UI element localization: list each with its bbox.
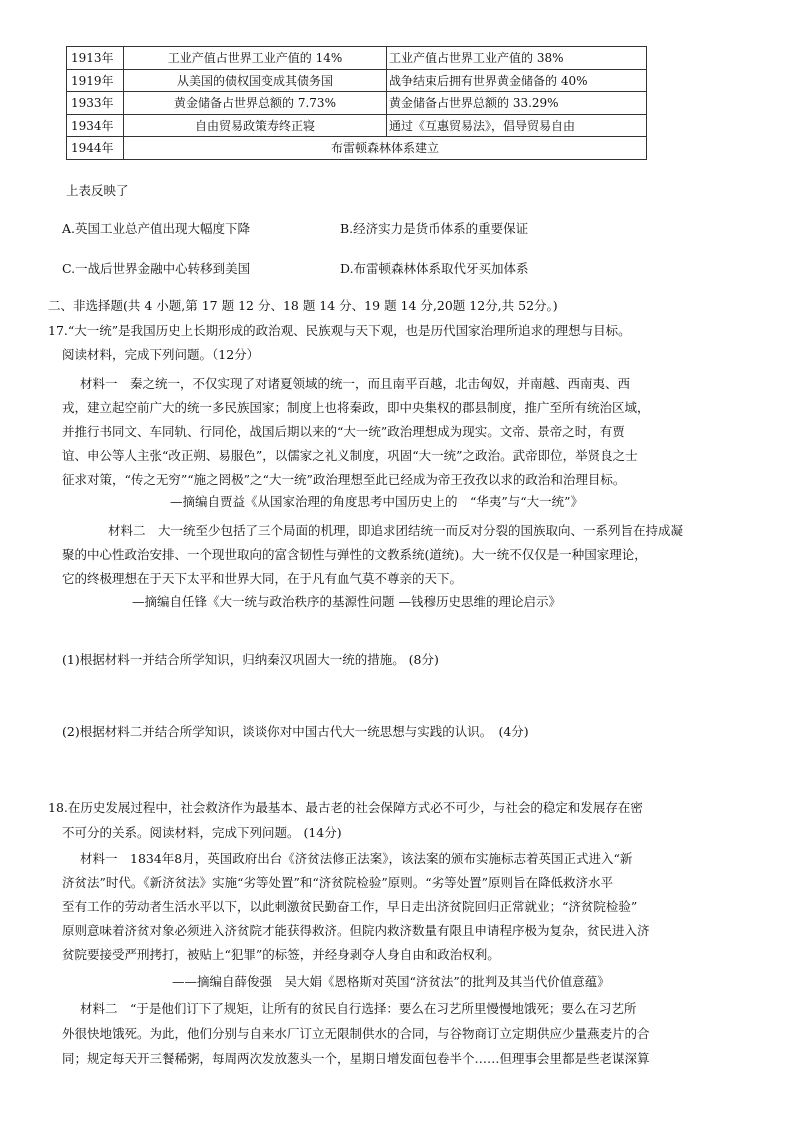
usa-cell: 黄金储备占世界总额的 33.29% <box>387 92 647 115</box>
q17-material2-line: 它的终极理想在于天下太平和世界大同，在于凡有血气莫不尊亲的天下。 <box>62 571 463 586</box>
table-row <box>67 92 647 115</box>
table-row <box>67 47 647 70</box>
table-row <box>67 137 647 160</box>
britain-cell: 从美国的债权国变成其债务国 <box>124 69 387 92</box>
year-cell: 1934年 <box>67 114 124 137</box>
q18-material1-line: 贫院要接受严刑拷打，被贴上“犯罪”的标签，并经身剥夺人身自由和政治权利。 <box>62 947 500 962</box>
q17-intro-cont: 阅读材料，完成下列问题。（12分） <box>62 347 260 362</box>
q18-material2-line: 外很快地饿死。为此，他们分别与自来水厂订立无限制供水的合同，与谷物商订立定期供应少量燕麦片的合 <box>62 1026 650 1041</box>
usa-cell: 战争结束后拥有世界黄金储备的 40% <box>387 69 647 92</box>
option-c: C.一战后世界金融中心转移到美国 <box>62 261 251 276</box>
option-a: A.英国工业总产值出现大幅度下降 <box>62 221 251 236</box>
q17-material2-line: 材料二 大一统至少包括了三个局面的机理，即追求团结统一而反对分裂的国族取向、一系列旨在持成凝 <box>108 523 684 538</box>
year-cell: 1933年 <box>67 92 124 115</box>
usa-cell: 通过《互惠贸易法》，倡导贸易自由 <box>387 114 647 137</box>
q18-material1-source: ——摘编自薛俊强 吴大娟《恩格斯对英国“济贫法”的批判及其当代价值意蕴》 <box>172 974 610 989</box>
year-cell: 1913年 <box>67 47 124 70</box>
q17-material1-source: —摘编自贾益《从国家治理的角度思考中国历史上的 “华夷”与“大一统”》 <box>170 494 584 509</box>
q18-material1-line: 至有工作的劳动者生活水平以下，以此刺激贫民勤奋工作，早日走出济贫院回归正常就业；“济贫院检验” <box>62 899 638 914</box>
q17-material1-line: 材料一 秦之统一，不仅实现了对诸夏领域的统一，而且南平百越，北击匈奴，并南越、西南夷、西 <box>80 376 631 391</box>
q17-subquestion-2: (2)根据材料二并结合所学知识，谈谈你对中国古代大一统思想与实践的认识。 (4分) <box>62 724 529 739</box>
q17-material1-line: 征求对策，“传之无穷”“施之罔极”之“大一统”政治理想至此已经成为帝王孜孜以求的政治和治理目标。 <box>62 472 626 487</box>
q17-subquestion-1: (1)根据材料一并结合所学知识，归纳秦汉巩固大一统的措施。 (8分) <box>62 652 439 667</box>
table-row <box>67 69 647 92</box>
q18-intro: 18.在历史发展过程中，社会救济作为最基本、最古老的社会保障方式必不可少，与社会的稳定和发展存在密 <box>48 800 643 815</box>
year-cell: 1944年 <box>67 137 124 160</box>
q18-material1-line: 材料一 1834年8月，英国政府出台《济贫法修正法案》，该法案的颁布实施标志着英国正式进入“新 <box>80 851 633 866</box>
q17-material1-line: 并推行书同文、车同轨、行同伦，战国后期以来的“大一统”政治理想成为现实。文帝、景帝之时，有贾 <box>62 424 625 439</box>
britain-cell: 黄金储备占世界总额的 7.73% <box>124 92 387 115</box>
q17-intro: 17.“大一统”是我国历史上长期形成的政治观、民族观与天下观，也是历代国家治理所追求的理想与目标。 <box>48 323 631 338</box>
q17-material1-line: 谊、申公等人主张“改正朔、易服色”，以儒家之礼义制度，巩固“大一统”之政治。武帝即位，举贤良之士 <box>62 448 638 463</box>
q18-material1-line: 济贫法”时代。《新济贫法》实施“劣等处置”和“济贫院检验”原则。“劣等处置”原则旨在降低救济水平 <box>62 875 613 890</box>
q18-material2-line: 材料二 “于是他们订下了规矩，让所有的贫民自行选择：要么在习艺所里慢慢地饿死；要么在习艺所 <box>80 1001 637 1016</box>
britain-cell: 工业产值占世界工业产值的 14% <box>124 47 387 70</box>
q18-material2-line: 同；规定每天开三餐稀粥，每周两次发放葱头一个，星期日增发面包卷半个……但理事会里都是些老谋深算 <box>62 1051 650 1066</box>
history-data-table <box>66 46 647 160</box>
q18-material1-line: 原则意味着济贫对象必须进入济贫院才能获得救济。但院内救济数量有限且申请程序极为复杂，贫民进入济 <box>62 923 650 938</box>
q17-material2-line: 聚的中心性政治安排、一个现世取向的富含韧性与弹性的文教系统(道统)。大一统不仅仅是一种国家理论， <box>62 547 647 562</box>
table-row <box>67 114 647 137</box>
britain-cell: 自由贸易政策寿终正寝 <box>124 114 387 137</box>
option-d: D.布雷顿森林体系取代牙买加体系 <box>340 261 529 276</box>
year-cell: 1919年 <box>67 69 124 92</box>
section-heading: 二、非选择题(共 4 小题,第 17 题 12 分、18 题 14 分、19 题 14 分,20题 12分,共 52分。) <box>48 298 558 313</box>
q17-material2-source: —摘编自任锋《大一统与政治秩序的基源性问题 —钱穆历史思维的理论启示》 <box>132 594 561 609</box>
merged-cell: 布雷顿森林体系建立 <box>124 137 647 160</box>
q18-intro-cont: 不可分的关系。阅读材料，完成下列问题。 (14分) <box>62 825 342 840</box>
q17-material1-line: 戎，建立起空前广大的统一多民族国家；制度上也将秦政，即中央集权的郡县制度，推广至所有统治区域， <box>62 400 650 415</box>
question-stem: 上表反映了 <box>66 183 129 198</box>
usa-cell: 工业产值占世界工业产值的 38% <box>387 47 647 70</box>
option-b: B.经济实力是货币体系的重要保证 <box>340 221 529 236</box>
